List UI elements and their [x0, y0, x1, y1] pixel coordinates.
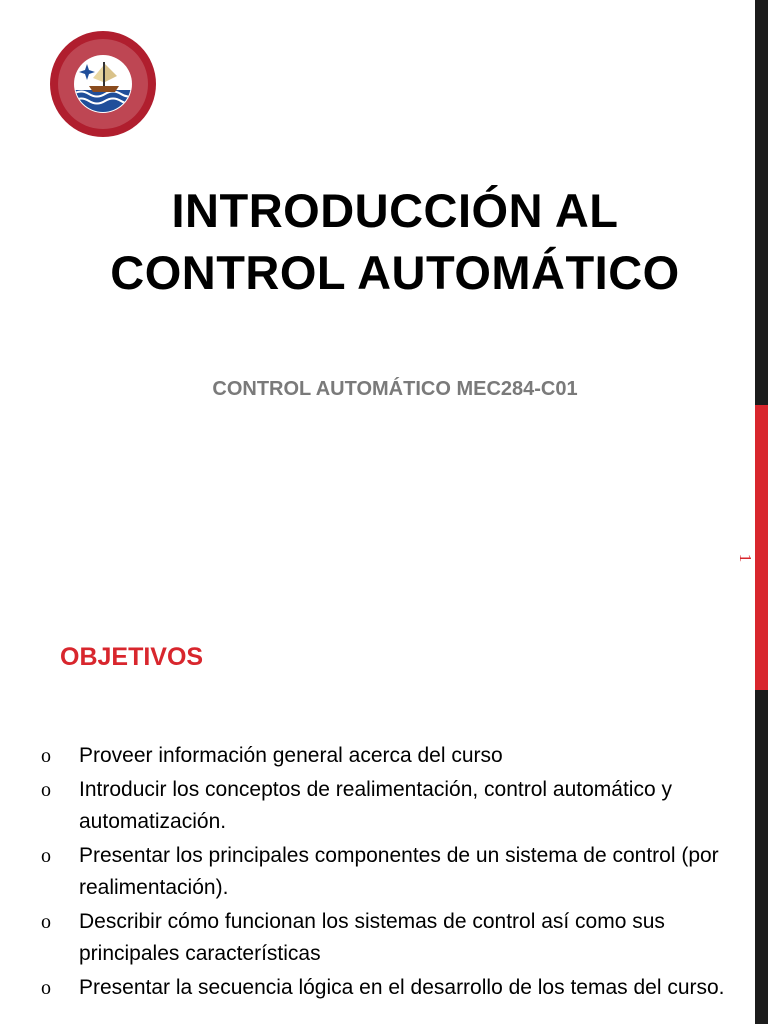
objective-item [41, 972, 746, 1005]
right-edge-bar [755, 0, 768, 1024]
slide-title-line-2: CONTROL AUTOMÁTICO [110, 246, 680, 299]
bullet-icon: o [41, 844, 51, 867]
bullet-icon: o [41, 745, 51, 767]
page-number: 1 [736, 553, 755, 563]
objective-text: Proveer información general acerca del curso [79, 744, 503, 767]
slide-title [40, 180, 750, 304]
objective-item [41, 774, 746, 839]
objective-text: Introducir los conceptos de realimentación, control automático y automatización. [79, 777, 672, 833]
slide-subtitle: CONTROL AUTOMÁTICO MEC284-C01 [212, 378, 578, 400]
bullet-icon: o [41, 778, 51, 801]
objectives-list [41, 740, 746, 1005]
slide-title-line-1: INTRODUCCIÓN AL [171, 184, 619, 237]
university-seal-icon [49, 30, 157, 138]
objective-text: Presentar la secuencia lógica en el desarrollo de los temas del curso. [79, 975, 725, 999]
objective-item [41, 906, 746, 971]
objective-text: Describir cómo funcionan los sistemas de control así como sus principales características [79, 909, 665, 965]
objective-item [41, 740, 746, 773]
objective-text: Presentar los principales componentes de un sistema de control (por realimentación). [79, 843, 719, 899]
objectives-heading: OBJETIVOS [60, 643, 204, 671]
objective-item [41, 840, 746, 905]
bullet-icon: o [41, 910, 51, 933]
bullet-icon: o [41, 976, 51, 999]
